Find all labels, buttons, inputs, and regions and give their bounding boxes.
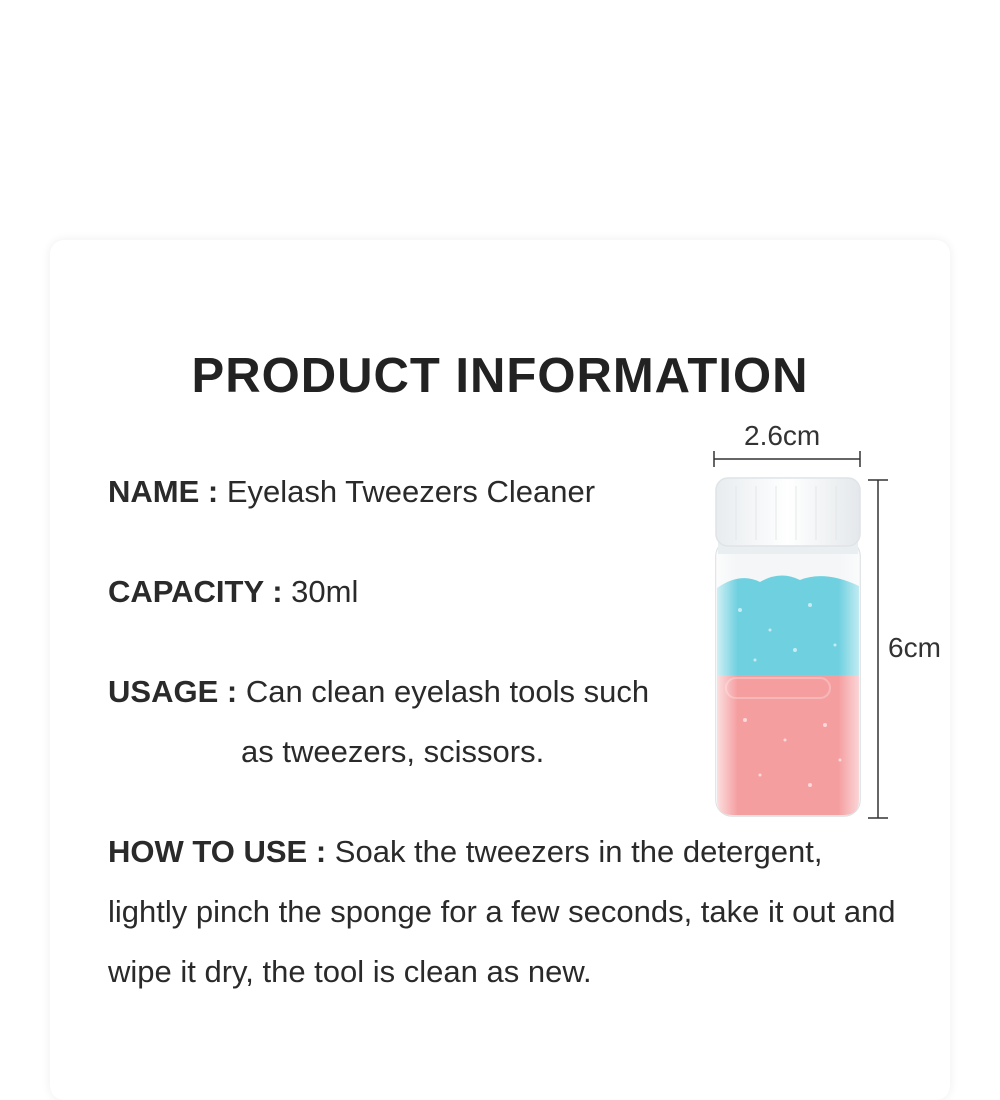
width-dimension-label: 2.6cm [744,420,821,451]
name-row [108,462,595,522]
how-to-use-value: Soak the tweezers in the detergent, lightly pinch the sponge for a few seconds, take it out and wipe it dry, the tool is clean as new. [108,834,896,989]
usage-row [108,662,708,782]
usage-value-line2: as tweezers, scissors. [241,734,545,769]
bottle-image [700,470,890,830]
bottle-cap [716,478,860,546]
capacity-label: CAPACITY : [108,574,283,609]
name-label: NAME : [108,474,219,509]
page-title: PRODUCT INFORMATION [191,349,809,403]
name-value: Eyelash Tweezers Cleaner [226,474,596,509]
usage-value-line1: Can clean eyelash tools such [245,674,650,709]
capacity-value: 30ml [291,574,359,609]
usage-label: USAGE : [108,674,238,709]
how-to-use-label: HOW TO USE : [108,834,327,869]
how-to-use-row [108,822,898,1002]
capacity-row [108,562,358,622]
height-dimension-label: 6cm [888,632,941,663]
